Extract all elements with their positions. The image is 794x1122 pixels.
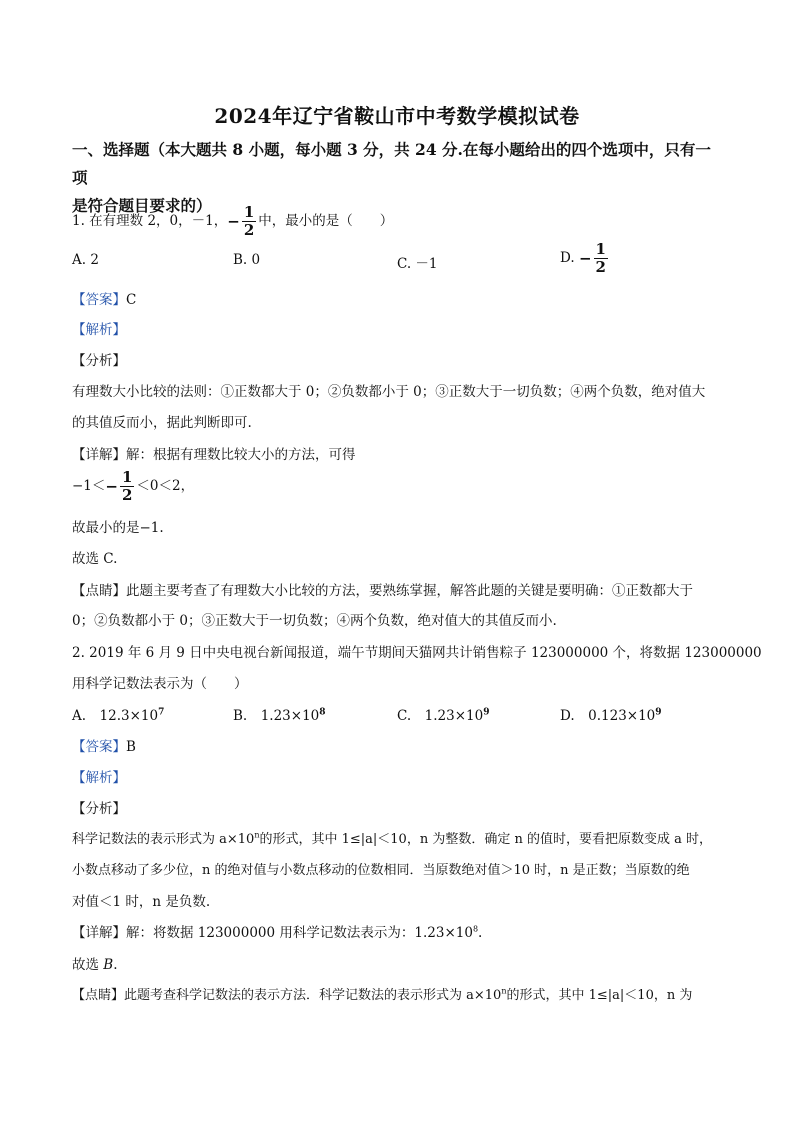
- q1-option-b: B. 0: [233, 252, 261, 268]
- jiexi-label: 【解析】: [72, 322, 126, 338]
- q1-fenxi: [72, 349, 732, 369]
- q1-stem-prefix: 1. 在有理数 2，0，－1，: [72, 213, 228, 229]
- answer-label: 【答案】: [72, 739, 126, 755]
- fraction-numerator: 1: [243, 203, 255, 221]
- q1-analysis-line1: 有理数大小比较的法则：①正数都大于 0；②负数都小于 0；③正数大于一切负数；④两个负数，绝对值大: [72, 384, 706, 400]
- q2-choose-a: 故选: [72, 957, 104, 973]
- q1-option-d: [560, 242, 610, 275]
- q2-comment: [72, 984, 732, 1003]
- q2-analysis-line1: [72, 828, 732, 847]
- q1-comment-text: 此题主要考查了有理数大小比较的方法，要熟练掌握，解答此题的关键是要明确：①正数都大于: [126, 583, 693, 599]
- q1-analysis-line2: 的其值反而小，据此判断即可.: [72, 415, 252, 431]
- minus-sign: −: [105, 477, 118, 496]
- q2-option-d: [560, 704, 662, 724]
- q2-option-b-exp: 8: [319, 707, 326, 718]
- fenxi-label: 【分析】: [72, 353, 126, 369]
- q2-answer-value: B: [126, 739, 136, 755]
- q1-ineq-right: ＜0＜2，: [136, 478, 195, 494]
- fraction-one-half: [120, 470, 134, 503]
- q2-option-b-text: B. 1.23×10: [233, 708, 320, 724]
- q2-fenxi: [72, 797, 732, 817]
- q1-comment-line2: 0；②负数都小于 0；③正数大于一切负数；④两个负数，绝对值大的其值反而小.: [72, 613, 557, 629]
- fraction-numerator: 1: [121, 468, 133, 486]
- jiexi-label: 【解析】: [72, 770, 126, 786]
- q1-answer: [72, 288, 732, 308]
- q2-comment-sup: n: [501, 986, 507, 996]
- q1-ineq-left: −1＜: [72, 478, 106, 494]
- fraction-one-half: [242, 205, 256, 238]
- q2-detail-a: 解：将数据 123000000 用科学记数法表示为：1.23×10: [126, 925, 473, 941]
- q1-detail: [72, 443, 732, 463]
- q2-jiexi: [72, 766, 732, 786]
- q2-option-a-exp: 7: [158, 707, 165, 718]
- minus-sign: −: [227, 212, 240, 231]
- minus-sign: −: [578, 249, 592, 268]
- fraction-numerator: 1: [595, 240, 606, 258]
- q1-result: 故最小的是−1.: [72, 520, 164, 536]
- q2-option-c: [397, 704, 489, 724]
- q2-choose-letter: B: [103, 957, 114, 973]
- q1-detail-text: 解：根据有理数比较大小的方法，可得: [126, 447, 356, 463]
- q2-option-a-text: A. 12.3×10: [72, 708, 159, 724]
- q1-inequality: [72, 470, 732, 503]
- q2-option-d-text: D. 0.123×10: [560, 708, 656, 724]
- section-heading-line1: 一、选择题（本大题共 8 小题，每小题 3 分，共 24 分.在每小题给出的四个选项中，只有一项: [72, 140, 711, 187]
- fraction-denominator: 2: [121, 486, 133, 504]
- q1-stem-suffix: 中，最小的是（ ）: [258, 213, 394, 229]
- q2-option-c-text: C. 1.23×10: [397, 708, 484, 724]
- comment-label: 【点睛】: [72, 583, 126, 599]
- q2-stem-line2: 用科学记数法表示为（ ）: [72, 676, 248, 692]
- q2-analysis-sup: n: [254, 830, 260, 840]
- fraction-denominator: 2: [595, 258, 606, 276]
- q2-detail-exp: 8: [472, 924, 479, 934]
- q2-choose-b: .: [113, 957, 118, 973]
- fraction-denominator: 2: [243, 221, 255, 239]
- q2-comment-a: 此题考查科学记数法的表示方法．科学记数法的表示形式为 a×10: [124, 988, 502, 1003]
- answer-label: 【答案】: [72, 292, 126, 308]
- q2-answer: [72, 735, 732, 755]
- detail-label: 【详解】: [72, 925, 126, 941]
- q2-analysis-line3: 对值＜1 时，n 是负数.: [72, 894, 211, 910]
- q2-option-c-exp: 9: [483, 707, 490, 718]
- q2-stem-line1: 2. 2019 年 6 月 9 日中央电视台新闻报道，端午节期间天猫网共计销售粽子 123000000 个，将数据 123000000: [72, 645, 762, 661]
- comment-label: 【点睛】: [72, 988, 125, 1003]
- q1-comment-line1: [72, 579, 732, 599]
- q2-detail-b: .: [478, 925, 483, 941]
- q1-stem: [72, 205, 732, 238]
- q1-option-d-prefix: D.: [560, 250, 575, 266]
- q2-analysis-a: 科学记数法的表示形式为 a×10: [72, 832, 255, 847]
- fraction-one-half: [594, 242, 608, 275]
- fenxi-label: 【分析】: [72, 801, 126, 817]
- section-heading-line2: 是符合题目要求的）: [72, 196, 212, 215]
- q2-comment-b: 的形式，其中 1≤|a|＜10，n 为: [506, 988, 693, 1003]
- q2-analysis-b: 的形式，其中 1≤|a|＜10，n 为整数．确定 n 的值时，要看把原数变成 a 时，: [259, 832, 712, 847]
- q1-jiexi: [72, 318, 732, 338]
- q1-choose: 故选 C.: [72, 551, 118, 567]
- q2-option-a: [72, 704, 164, 724]
- q2-analysis-line2: 小数点移动了多少位，n 的绝对值与小数点移动的位数相同．当原数绝对值＞10 时，n 是正数；当原数的绝: [72, 863, 690, 878]
- q1-answer-value: C: [126, 292, 137, 308]
- q2-option-b: [233, 704, 326, 724]
- page-title: 2024年辽宁省鞍山市中考数学模拟试卷: [214, 104, 580, 128]
- q1-option-a: A. 2: [72, 252, 99, 268]
- q1-option-c: C. －1: [397, 256, 438, 272]
- q2-detail: [72, 921, 732, 941]
- q2-option-d-exp: 9: [655, 707, 662, 718]
- q2-choose: [72, 953, 732, 973]
- detail-label: 【详解】: [72, 447, 126, 463]
